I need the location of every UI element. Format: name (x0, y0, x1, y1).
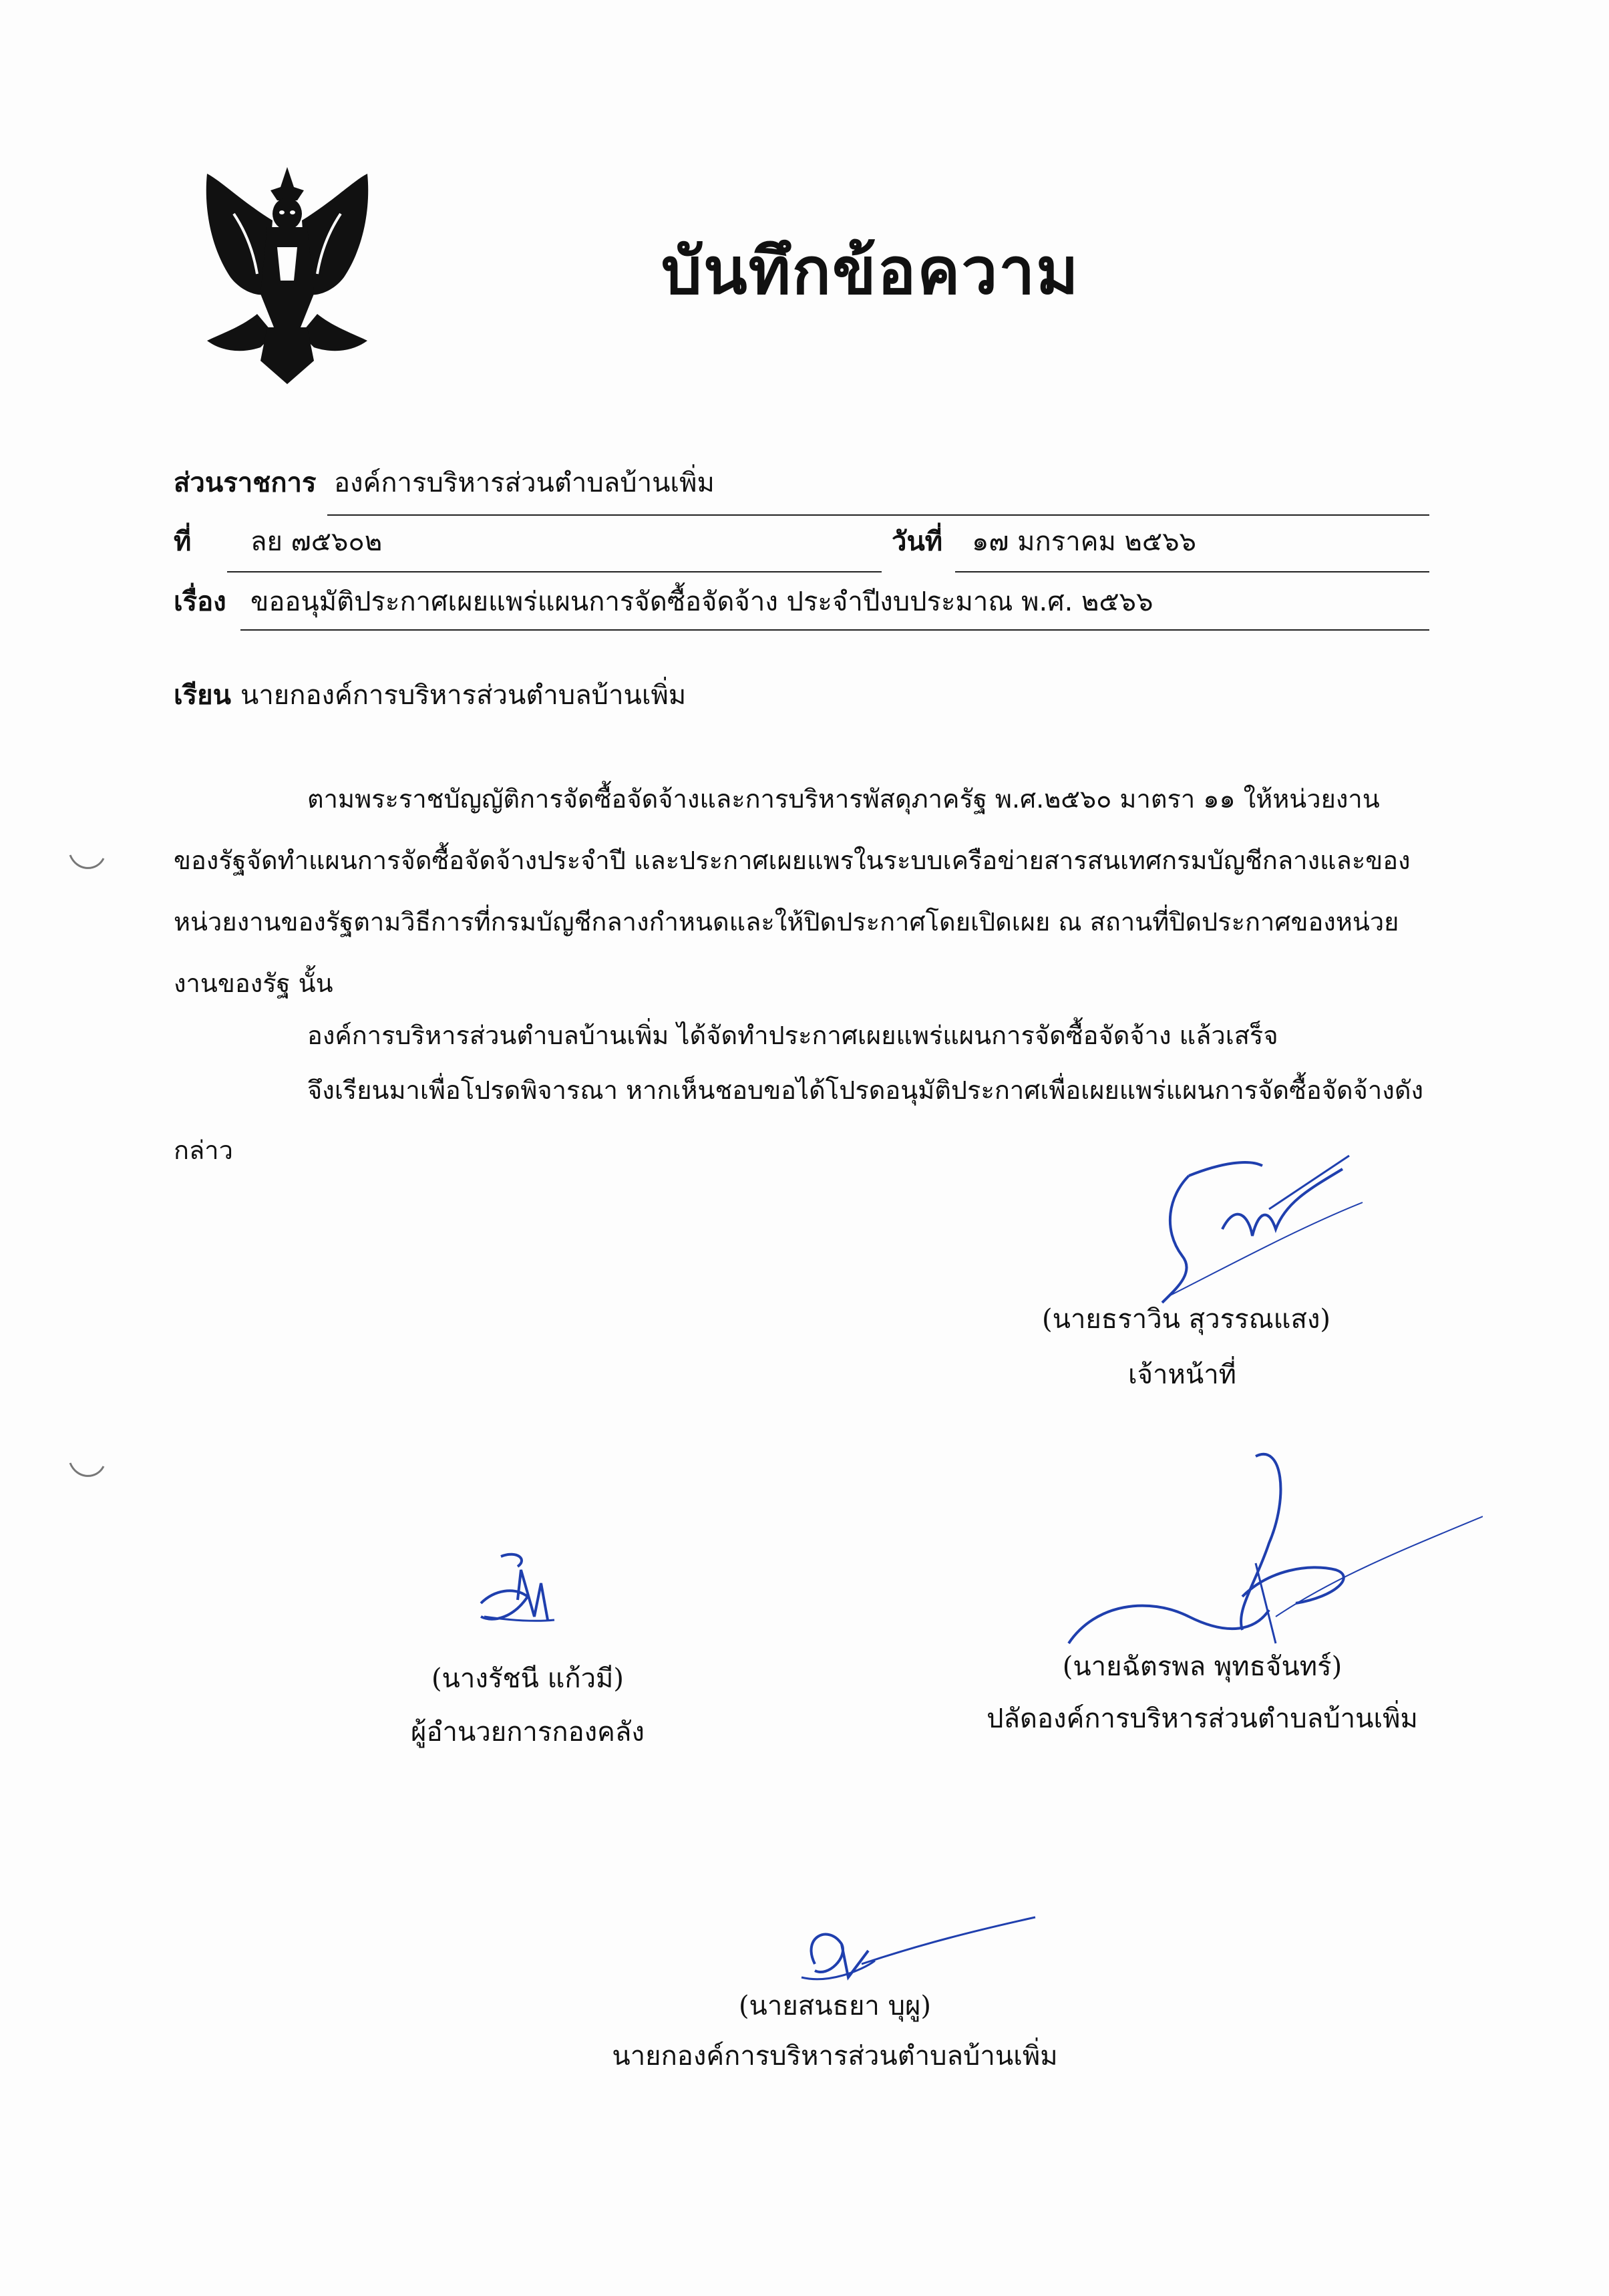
document-title: บันทึกข้อความ (661, 234, 1080, 309)
body-line: งานของรัฐ นั้น (174, 969, 333, 998)
date-underline (955, 571, 1429, 572)
mayor-name: (นายสนธยา บุผู) (738, 1991, 932, 2021)
finance-position: ผู้อำนวยการกองคลัง (411, 1717, 645, 1748)
date-value: ๑๗ มกราคม ๒๕๖๖ (972, 526, 1196, 557)
deputy-signature (1055, 1443, 1483, 1657)
finance-signature (454, 1543, 574, 1643)
body-line: จึงเรียนมาเพื่อโปรดพิจารณา หากเห็นชอบขอได้โปรดอนุมัติประกาศเพื่อเผยแพร่แผนการจัดซื้อจัดจ้างดัง (307, 1076, 1424, 1105)
finance-name: (นางรัชนี แก้วมี) (431, 1663, 624, 1694)
agency-value: องค์การบริหารส่วนตำบลบ้านเพิ่ม (334, 468, 715, 498)
subject-underline (240, 629, 1429, 631)
officer-signature (1142, 1136, 1383, 1309)
punch-hole-icon (67, 1456, 107, 1483)
body-line: หน่วยงานของรัฐตามวิธีการที่กรมบัญชีกลางกำหนดและให้ปิดประกาศโดยเปิดเผย ณ สถานที่ปิดประกาศของหน่วย (174, 907, 1399, 937)
officer-position: เจ้าหน้าที่ (1127, 1359, 1237, 1390)
subject-label: เรื่อง (174, 587, 226, 617)
ref-label: ที่ (174, 526, 192, 557)
mayor-position: นายกองค์การบริหารส่วนตำบลบ้านเพิ่ม (612, 2041, 1058, 2072)
deputy-position: ปลัดองค์การบริหารส่วนตำบลบ้านเพิ่ม (987, 1703, 1418, 1734)
body-line: ตามพระราชบัญญัติการจัดซื้อจัดจ้างและการบริหารพัสดุภาครัฐ พ.ศ.๒๕๖๐ มาตรา ๑๑ ให้หน่วยงาน (307, 784, 1380, 814)
punch-hole-icon (67, 848, 107, 875)
officer-name: (นายธราวิน สุวรรณแสง) (1042, 1304, 1331, 1335)
subject-value: ขออนุมัติประกาศเผยแพร่แผนการจัดซื้อจัดจ้าง ประจำปีงบประมาณ พ.ศ. ๒๕๖๖ (250, 587, 1153, 617)
body-line: องค์การบริหารส่วนตำบลบ้านเพิ่ม ได้จัดทำประกาศเผยแพร่แผนการจัดซื้อจัดจ้าง แล้วเสร็จ (307, 1021, 1278, 1050)
salutation-value: นายกองค์การบริหารส่วนตำบลบ้านเพิ่ม (240, 680, 687, 711)
garuda-emblem-icon (194, 160, 381, 387)
ref-underline (227, 571, 882, 572)
agency-label: ส่วนราชการ (174, 468, 317, 498)
salutation-label: เรียน (174, 680, 231, 711)
deputy-name: (นายฉัตรพล พุทธจันทร์) (1062, 1651, 1343, 1682)
ref-value: ลย ๗๕๖๐๒ (250, 526, 383, 557)
agency-underline (327, 514, 1429, 516)
body-line: ของรัฐจัดทำแผนการจัดซื้อจัดจ้างประจำปี และประกาศเผยแพรในระบบเครือข่ายสารสนเทศกรมบัญชีกลางและของ (174, 846, 1411, 875)
body-line: กล่าว (174, 1136, 233, 1165)
date-label: วันที่ (892, 526, 943, 557)
